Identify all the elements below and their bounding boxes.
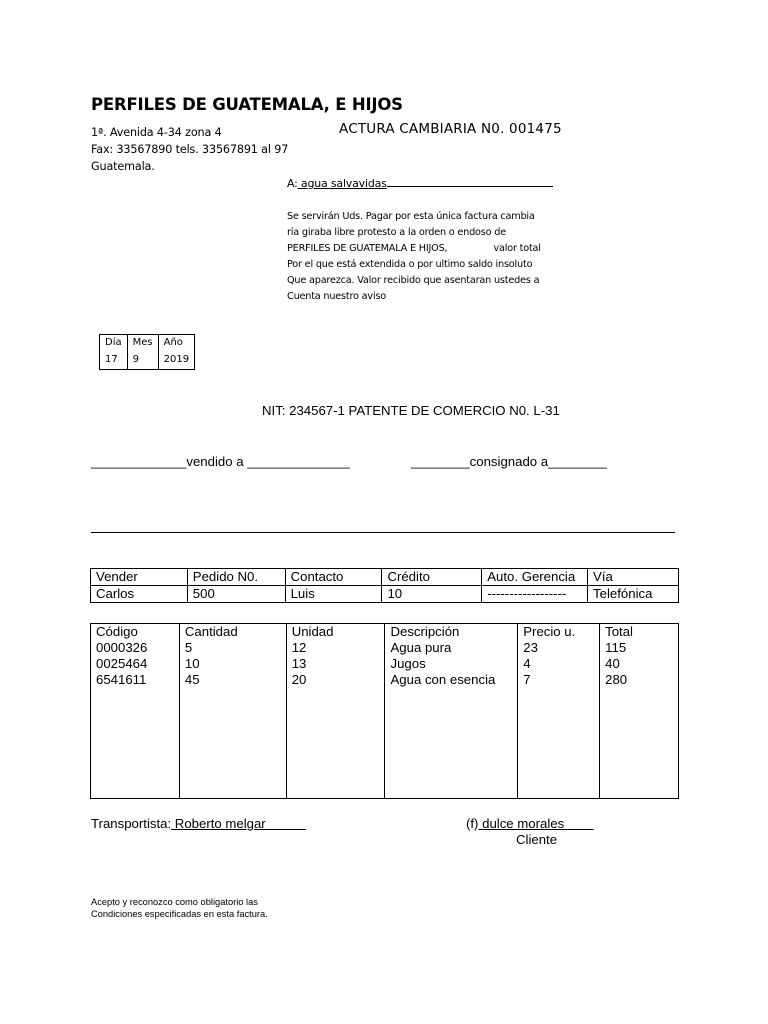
- items-header-cell: Descripción: [385, 624, 518, 641]
- items-unit-column: [286, 640, 385, 799]
- sold-to-line: _____________vendido a ______________: [91, 454, 350, 469]
- order-value-cell: 10: [382, 586, 482, 603]
- date-year-value: 2019: [158, 352, 194, 370]
- body-text-line-4: Por el que está extendida o por ultimo saldo insoluto: [287, 259, 533, 270]
- signature-line: [466, 816, 594, 831]
- footer-line-1: Acepto y reconozco como obligatorio las: [91, 897, 258, 907]
- recipient-label: A:: [287, 177, 298, 190]
- body-text-line-3: PERFILES DE GUATEMALA E HIJOS, valor total: [287, 243, 541, 254]
- date-year-label: Año: [158, 335, 194, 353]
- items-price-column: [518, 640, 600, 799]
- item-unit: 13: [291, 656, 307, 671]
- items-header-cell: Código: [91, 624, 180, 641]
- body-text-line-2: ría giraba libre protesto a la orden o endoso de: [287, 227, 506, 238]
- order-value-cell: ------------------: [482, 586, 588, 603]
- items-table: [90, 623, 679, 799]
- blank-rule-line: [91, 532, 675, 533]
- item-unit: 12: [291, 640, 307, 655]
- order-header-cell: Vía: [588, 569, 679, 586]
- body-text-line-1: Se servirán Uds. Pagar por esta única factura cambia: [287, 211, 535, 222]
- footer-line-2: Condiciones especificadas en esta factura.: [91, 909, 268, 919]
- items-total-column: [600, 640, 679, 799]
- item-description: Agua con esencia: [390, 672, 496, 687]
- item-description: Agua pura: [390, 640, 452, 655]
- items-header-cell: Cantidad: [179, 624, 286, 641]
- order-header-row: [91, 569, 679, 586]
- consigned-to-line: ________consignado a________: [411, 454, 607, 469]
- order-header-cell: Pedido N0.: [187, 569, 285, 586]
- order-value-row: [91, 586, 679, 603]
- date-day-value: 17: [100, 352, 128, 370]
- carrier-line: [91, 816, 306, 831]
- date-box: [99, 334, 195, 370]
- company-name: PERFILES DE GUATEMALA, E HIJOS: [91, 95, 403, 114]
- item-description: Jugos: [390, 656, 426, 671]
- item-unit-price: 7: [523, 672, 531, 687]
- company-city: Guatemala.: [91, 160, 155, 173]
- item-quantity: 5: [184, 640, 193, 655]
- items-header-row: [91, 624, 679, 641]
- item-quantity: 45: [184, 672, 200, 687]
- order-header-cell: Crédito: [382, 569, 482, 586]
- order-value-cell: 500: [187, 586, 285, 603]
- date-day-label: Día: [100, 335, 128, 353]
- item-unit-price: 4: [523, 656, 531, 671]
- items-header-cell: Precio u.: [518, 624, 600, 641]
- body-text-line-6: Cuenta nuestro aviso: [287, 291, 387, 302]
- items-description-column: [385, 640, 518, 799]
- invoice-title: ACTURA CAMBIARIA N0. 001475: [339, 121, 562, 137]
- item-quantity: 10: [184, 656, 200, 671]
- order-header-cell: Vender: [91, 569, 188, 586]
- signer-role: Cliente: [516, 832, 558, 847]
- item-code: 0000326: [96, 640, 148, 655]
- signer-name: dulce morales: [478, 816, 594, 831]
- order-info-table: [90, 568, 679, 603]
- item-code: 6541611: [96, 672, 147, 687]
- date-month-label: Mes: [127, 335, 158, 353]
- order-header-cell: Auto. Gerencia: [482, 569, 588, 586]
- item-total: 280: [605, 672, 628, 687]
- recipient-line: [287, 176, 553, 190]
- order-value-cell: Carlos: [91, 586, 188, 603]
- nit-line: NIT: 234567-1 PATENTE DE COMERCIO N0. L-31: [262, 403, 560, 418]
- body-text-line-5: Que aparezca. Valor recibido que asentaran ustedes a: [287, 275, 540, 286]
- item-total: 115: [605, 640, 627, 655]
- date-month-value: 9: [127, 352, 158, 370]
- item-total: 40: [605, 656, 620, 671]
- recipient-value: agua salvavidas: [297, 177, 387, 190]
- item-unit-price: 23: [523, 640, 538, 655]
- item-code: 0025464: [96, 656, 148, 671]
- items-body-row: [91, 640, 679, 799]
- recipient-underline: [387, 176, 553, 187]
- order-header-cell: Contacto: [285, 569, 382, 586]
- order-value-cell: Luis: [285, 586, 382, 603]
- company-phones: Fax: 33567890 tels. 33567891 al 97: [91, 143, 289, 156]
- items-header-cell: Total: [600, 624, 679, 641]
- items-code-column: [91, 640, 180, 799]
- item-unit: 20: [291, 672, 307, 687]
- signature-label: (f): [466, 816, 479, 831]
- items-quantity-column: [179, 640, 286, 799]
- company-address: 1ª. Avenida 4-34 zona 4: [91, 126, 222, 139]
- order-value-cell: Telefónica: [588, 586, 679, 603]
- carrier-name: Roberto melgar: [171, 816, 306, 831]
- items-header-cell: Unidad: [286, 624, 385, 641]
- carrier-label: Transportista:: [91, 816, 172, 831]
